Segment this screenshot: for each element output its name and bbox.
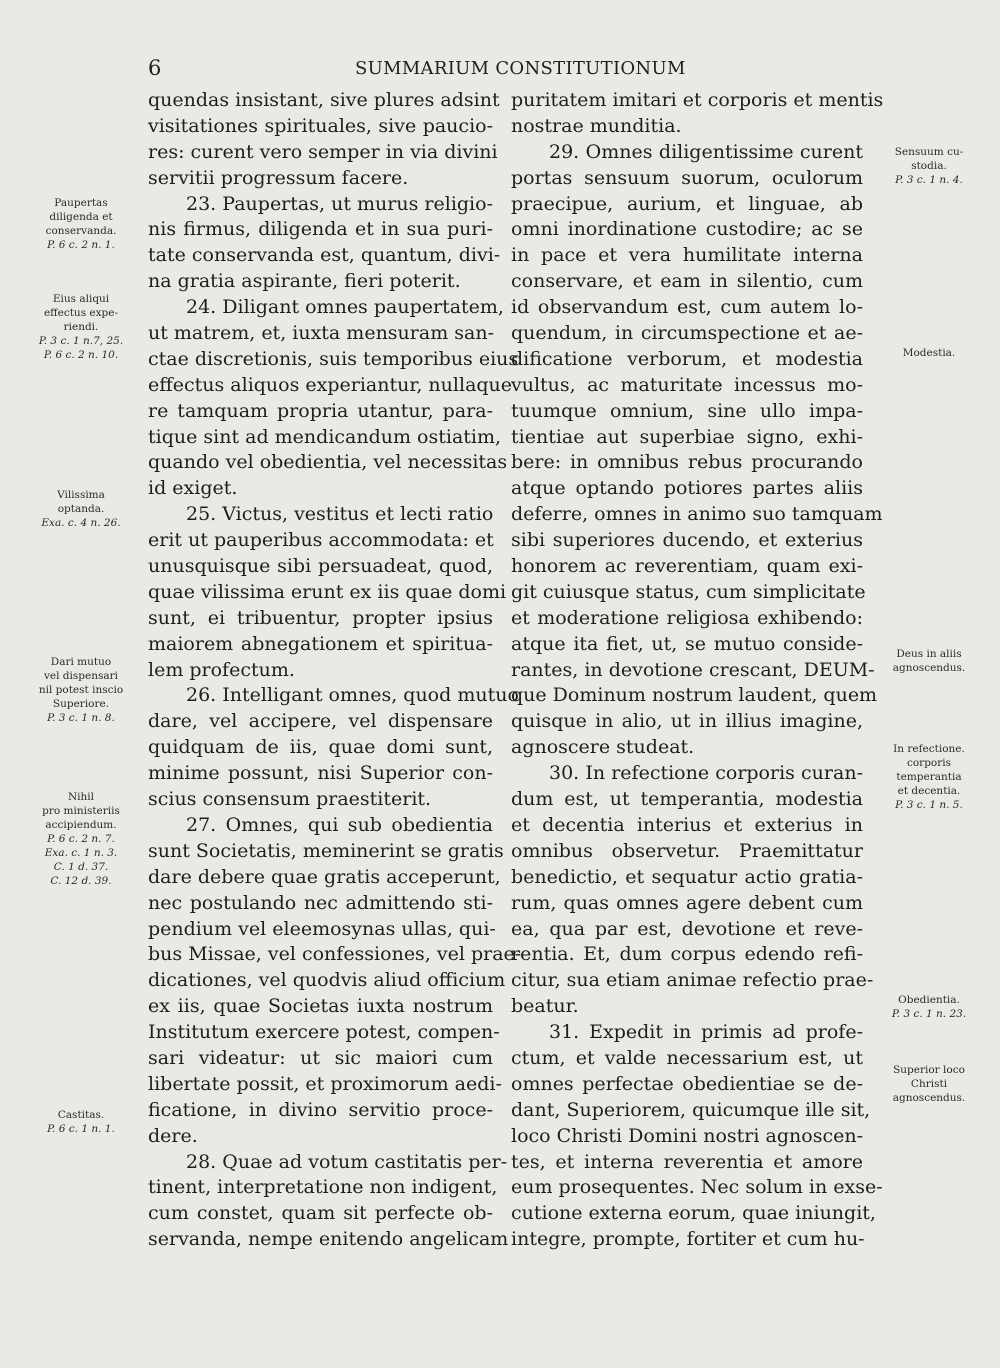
body-text-line: sibi superiores ducendo, et exterius — [511, 529, 863, 552]
margin-note — [20, 790, 142, 888]
body-text-line: res: curent vero semper in via divini — [148, 140, 498, 163]
margin-note-text: stodia. — [911, 160, 947, 172]
body-text-line: re tamquam propria utantur, para- — [148, 399, 493, 422]
margin-note-text: Dari mutuo — [50, 656, 112, 668]
margin-note-text: Paupertas — [54, 197, 108, 209]
body-text-line: et decentia interius et exterius in — [511, 813, 863, 836]
body-text-line: praecipue, aurium, et linguae, ab — [511, 192, 863, 215]
margin-note-reference: P. 3 c. 1 n. 5. — [895, 799, 963, 811]
body-text-line: dicationes, vel quodvis aliud officium — [148, 969, 506, 992]
body-text-line: rantes, in devotione crescant, DEUM- — [511, 658, 875, 681]
body-text-line: citur, sua etiam animae refectio prae- — [511, 969, 874, 992]
margin-note-reference: C. 1 d. 37. — [53, 861, 109, 873]
body-text-line: scius consensum praestiterit. — [148, 788, 432, 811]
body-text-line: puritatem imitari et corporis et mentis — [511, 89, 884, 111]
body-text-line: loco Christi Domini nostri agnoscen- — [511, 1124, 863, 1147]
body-text-line: servitii progressum facere. — [148, 166, 409, 189]
body-text-line: bere: in omnibus rebus procurando — [511, 451, 863, 474]
margin-note — [868, 346, 990, 360]
margin-note — [868, 742, 990, 812]
body-text-line: visitationes spirituales, sive paucio- — [148, 114, 493, 137]
body-text-line: dant, Superiorem, quicumque ille sit, — [511, 1098, 871, 1121]
margin-note-text: Sensuum cu- — [894, 146, 964, 158]
body-text-line: erit ut pauperibus accommodata: et — [148, 529, 494, 552]
margin-note-reference: P. 3 c. 1 n. 4. — [895, 174, 963, 186]
margin-note — [868, 993, 990, 1021]
body-text-line: unusquisque sibi persuadeat, quod, — [148, 555, 493, 578]
body-text-line: nostrae munditia. — [511, 114, 682, 137]
margin-note-text: Christi — [910, 1078, 948, 1090]
margin-note-text: Superior loco — [893, 1064, 965, 1076]
body-text-line: beatur. — [511, 995, 579, 1018]
margin-note-reference: Exa. c. 4 n. 26. — [41, 517, 121, 529]
margin-note-reference: P. 6 c. 2 n. 10. — [43, 349, 119, 361]
body-text-line: 23. Paupertas, ut murus religio- — [186, 192, 493, 215]
body-text-line: sunt, ei tribuentur, propter ipsius — [148, 606, 493, 629]
body-text-line: git cuiusque status, cum simplicitate — [511, 580, 866, 603]
margin-note-reference: P. 6 c. 2 n. 1. — [47, 239, 115, 251]
body-text-line: id observandum est, cum autem lo- — [511, 296, 863, 319]
body-text-line: rentia. Et, dum corpus edendo refi- — [511, 943, 863, 966]
margin-note-text: In refectione. — [893, 743, 965, 755]
body-text-line: libertate possit, et proximorum aedi- — [148, 1072, 502, 1095]
body-text-line: eum prosequentes. Nec solum in exse- — [511, 1176, 883, 1199]
left-text-column — [148, 88, 522, 1253]
body-text-line: ficatione, in divino servitio proce- — [148, 1098, 493, 1121]
body-text-line: id exiget. — [148, 477, 238, 500]
margin-note — [20, 655, 142, 725]
margin-note-text: vel dispensari — [43, 670, 119, 682]
margin-note-text: pro ministeriis — [42, 805, 120, 817]
body-text-line: ex iis, quae Societas iuxta nostrum — [148, 995, 493, 1018]
body-text-line: benedictio, et sequatur actio gratia- — [511, 865, 863, 888]
page-number: 6 — [148, 56, 162, 80]
margin-note-reference: C. 12 d. 39. — [50, 875, 112, 887]
body-text-line: omnes perfectae obedientiae se de- — [511, 1072, 863, 1095]
body-text-line: tinent, interpretatione non indigent, — [148, 1176, 498, 1199]
body-text-line: quisque in alio, ut in illius imagine, — [511, 710, 863, 733]
margin-note-text: temperantia — [896, 771, 962, 783]
margin-note-text: diligenda et — [49, 211, 113, 223]
body-text-line: et moderatione religiosa exhibendo: — [511, 606, 863, 629]
margin-note-text: Obedientia. — [898, 994, 960, 1006]
body-text-line: tique sint ad mendicandum ostiatim, — [148, 425, 502, 448]
body-text-line: quando vel obedientia, vel necessitas — [148, 451, 508, 474]
margin-note-text: nil potest inscio — [38, 684, 124, 696]
body-text-line: lem profectum. — [148, 658, 295, 681]
margin-note-text: Castitas. — [57, 1109, 105, 1121]
body-text-line: 31. Expedit in primis ad profe- — [549, 1021, 863, 1044]
body-text-line: dare debere quae gratis acceperunt, — [148, 865, 501, 888]
body-text-line: omnibus observetur. Praemittatur — [511, 839, 863, 862]
body-text-line: servanda, nempe enitendo angelicam — [148, 1228, 509, 1251]
margin-note — [868, 647, 990, 675]
body-text-line: quendum, in circumspectione et ae- — [511, 322, 863, 345]
body-text-line: rum, quas omnes agere debent cum — [511, 891, 863, 914]
body-text-line: effectus aliquos experiantur, nullaque — [148, 373, 513, 396]
body-text-line: sari videatur: ut sic maiori cum — [148, 1046, 493, 1069]
body-text-line: pendium vel eleemosynas ullas, qui- — [148, 917, 496, 940]
margin-note-text: agnoscendus. — [892, 1092, 966, 1104]
body-text-line: bus Missae, vel confessiones, vel prae- — [148, 943, 522, 966]
body-text-line: tes, et interna reverentia et amore — [511, 1150, 863, 1173]
body-text-line: nec postulando nec admittendo sti- — [148, 891, 493, 914]
margin-note — [20, 292, 142, 362]
body-text-line: 26. Intelligant omnes, quod mutuo — [186, 684, 519, 707]
margin-note-text: Deus in aliis — [896, 648, 962, 660]
margin-note-text: effectus expe- — [43, 307, 119, 319]
body-text-line: dare, vel accipere, vel dispensare — [148, 710, 493, 733]
body-text-line: dum est, ut temperantia, modestia — [511, 788, 863, 811]
body-text-line: ea, qua par est, devotione et reve- — [511, 917, 863, 940]
body-text-line: quendas insistant, sive plures adsint — [148, 89, 500, 111]
body-text-line: deferre, omnes in animo suo tamquam — [511, 503, 883, 526]
margin-note-text: conservanda. — [45, 225, 117, 237]
margin-note-reference: Exa. c. 1 n. 3. — [44, 847, 118, 859]
body-text-line: 25. Victus, vestitus et lecti ratio — [186, 503, 494, 526]
body-text-line: 29. Omnes diligentissime curent — [549, 140, 863, 163]
body-text-line: tate conservanda est, quantum, divi- — [148, 244, 501, 267]
margin-note — [868, 1063, 990, 1105]
body-text-line: Institutum exercere potest, compen- — [148, 1021, 500, 1044]
body-text-line: conservare, et eam in silentio, cum — [511, 270, 863, 293]
body-text-line: que Dominum nostrum laudent, quem — [511, 684, 878, 707]
margin-note-reference: P. 6 c. 2 n. 7. — [47, 833, 115, 845]
margin-note-reference: P. 3 c. 1 n.7, 25. — [38, 335, 124, 347]
body-text-line: dere. — [148, 1124, 198, 1147]
margin-note-text: Superiore. — [52, 698, 110, 710]
body-text-line: quae vilissima erunt ex iis quae domi — [148, 580, 507, 603]
margin-note-text: Eius aliqui — [52, 293, 110, 305]
body-text-line: cutione externa eorum, quae iniungit, — [511, 1202, 876, 1225]
body-text-line: ctae discretionis, suis temporibus eius — [148, 347, 519, 370]
running-head: SUMMARIUM CONSTITUTIONUM — [355, 58, 686, 79]
margin-note-text: Nihil — [67, 791, 95, 803]
body-text-line: agnoscere studeat. — [511, 736, 695, 759]
margin-note-text: optanda. — [57, 503, 105, 515]
body-text-line: 28. Quae ad votum castitatis per- — [186, 1150, 508, 1173]
body-text-line: tientiae aut superbiae signo, exhi- — [511, 425, 863, 448]
body-text-line: na gratia aspirante, fieri poterit. — [148, 270, 461, 293]
body-text-line: quidquam de iis, quae domi sunt, — [148, 736, 493, 759]
body-text-line: dificatione verborum, et modestia — [511, 347, 863, 370]
body-text-line: 30. In refectione corporis curan- — [549, 762, 863, 785]
body-text-line: honorem ac reverentiam, quam exi- — [511, 555, 863, 578]
margin-note — [20, 1108, 142, 1136]
margin-note-text: Modestia. — [902, 347, 956, 359]
right-text-column — [511, 88, 884, 1253]
margin-note-text: corporis — [906, 757, 952, 769]
margin-note-text: accipiendum. — [45, 819, 117, 831]
body-text-line: in pace et vera humilitate interna — [511, 244, 863, 267]
body-text-line: atque ita fiet, ut, se mutuo conside- — [511, 632, 863, 655]
margin-note-text: riendi. — [63, 321, 99, 333]
body-text-line: omni inordinatione custodire; ac se — [511, 218, 863, 241]
body-text-line: ctum, et valde necessarium est, ut — [511, 1046, 863, 1069]
margin-note — [868, 145, 990, 187]
margin-note-reference: P. 3 c. 1 n. 8. — [47, 712, 115, 724]
body-text-line: ut matrem, et, iuxta mensuram san- — [148, 322, 494, 345]
body-text-line: nis firmus, diligenda et in sua puri- — [148, 218, 493, 241]
body-text-line: integre, prompte, fortiter et cum hu- — [511, 1228, 865, 1251]
body-text-line: 24. Diligant omnes paupertatem, — [186, 296, 504, 319]
body-text-line: minime possunt, nisi Superior con- — [148, 762, 493, 785]
margin-note-reference: P. 3 c. 1 n. 23. — [891, 1008, 967, 1020]
body-text-line: maiorem abnegationem et spiritua- — [148, 632, 493, 655]
body-text-line: sunt Societatis, meminerint se gratis — [148, 839, 504, 862]
margin-note — [20, 488, 142, 530]
margin-note-text: Vilissima — [57, 489, 105, 501]
body-text-line: portas sensuum suorum, oculorum — [511, 166, 863, 189]
body-text-line: cum constet, quam sit perfecte ob- — [148, 1202, 493, 1225]
margin-note-text: agnoscendus. — [892, 662, 966, 674]
body-text-line: vultus, ac maturitate incessus mo- — [511, 373, 863, 396]
body-text-line: 27. Omnes, qui sub obedientia — [186, 813, 493, 836]
margin-note-reference: P. 6 c. 1 n. 1. — [47, 1123, 115, 1135]
body-text-line: atque optando potiores partes aliis — [511, 477, 863, 500]
margin-note — [20, 196, 142, 252]
margin-note-text: et decentia. — [897, 785, 961, 797]
body-text-line: tuumque omnium, sine ullo impa- — [511, 399, 863, 422]
